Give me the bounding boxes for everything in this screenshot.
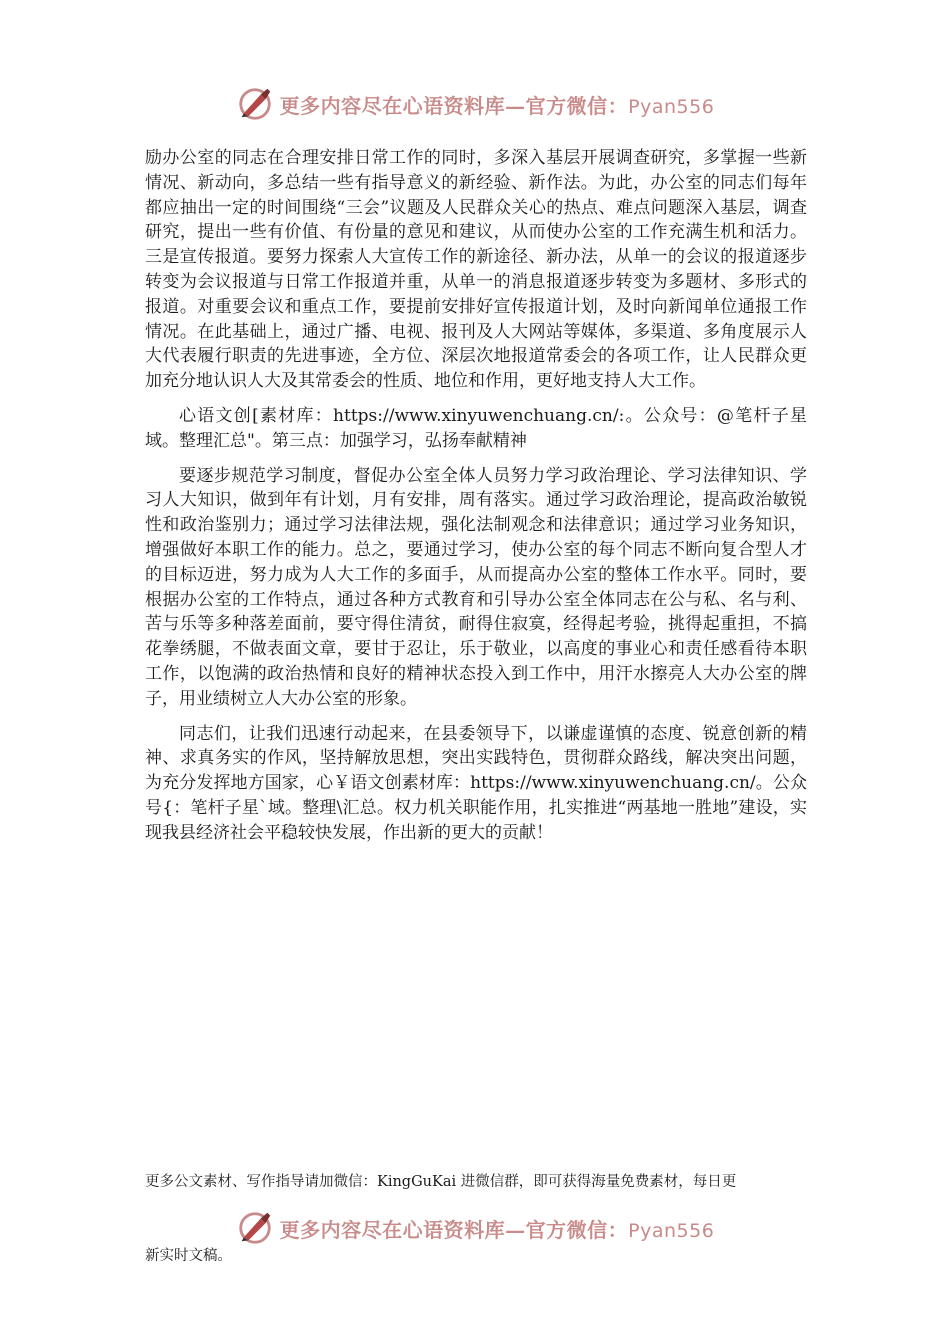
footer-note: 更多公文素材、写作指导请加微信：KingGuKai 进微信群，即可获得海量免费素材，每日更 bbox=[145, 1174, 737, 1190]
document-body bbox=[145, 146, 807, 856]
pen-nib-logo-icon bbox=[236, 85, 274, 123]
paragraph-1: 励办公室的同志在合理安排日常工作的同时，多深入基层开展调查研究，多掌握一些新情况、新动向，多总结一些有指导意义的新经验、新作法。为此，办公室的同志们每年都应抽出一定的时间围绕“三会”议题及人民群众关心的热点、难点问题深入基层，调查研究，提出一些有价值、有份量的意见和建议，从而使办公室的工作充满生机和活力。三是宣传报道。要努力探索人大宣传工作的新途径、新办法，从单一的会议的报道逐步转变为会议报道与日常工作报道并重，从单一的消息报道逐步转变为多题材、多形式的报道。对重要会议和重点工作，要提前安排好宣传报道计划，及时向新闻单位通报工作情况。在此基础上，通过广播、电视、报刊及人大网站等媒体，多渠道、多角度展示人大代表履行职责的先进事迹，全方位、深层次地报道常委会的各项工作，让人民群众更加充分地认识人大及其常委会的性质、地位和作用，更好地支持人大工作。 bbox=[145, 148, 807, 392]
header-banner-label: 更多内容尽在心语资料库—官方微信： bbox=[279, 93, 629, 118]
footer-note-continued: 新实时文稿。 bbox=[145, 1248, 232, 1264]
pen-nib-logo-icon bbox=[236, 1209, 274, 1247]
footer-banner-label: 更多内容尽在心语资料库—官方微信： bbox=[279, 1217, 629, 1242]
header-wechat-id: Pyan556 bbox=[628, 95, 715, 118]
footer-banner-text bbox=[280, 1214, 715, 1243]
header-banner bbox=[0, 82, 950, 126]
paragraph-2: 心语文创[素材库：https://www.xinyuwenchuang.cn/:。公众号：@笔杆子星域。整理汇总"。第三点：加强学习，弘扬奉献精神 bbox=[145, 405, 807, 451]
header-banner-text bbox=[280, 90, 715, 119]
footer-banner bbox=[0, 1206, 950, 1250]
paragraph-3: 要逐步规范学习制度，督促办公室全体人员努力学习政治理论、学习法律知识、学习人大知识，做到年有计划，月有安排，周有落实。通过学习政治理论，提高政治敏锐性和政治鉴别力；通过学习法律法规，强化法制观念和法律意识；通过学习业务知识，增强做好本职工作的能力。总之，要通过学习，使办公室的每个同志不断向复合型人才的目标迈进，努力成为人大工作的多面手，从而提高办公室的整体工作水平。同时，要根据办公室的工作特点，通过各种方式教育和引导办公室全体同志在公与私、名与利、苦与乐等多种落差面前，要守得住清贫，耐得住寂寞，经得起考验，挑得起重担，不搞花拳绣腿，不做表面文章，要甘于忍让，乐于敬业，以高度的事业心和责任感看待本职工作，以饱满的政治热情和良好的精神状态投入到工作中，用汗水擦亮人大办公室的牌子，用业绩树立人大办公室的形象。 bbox=[145, 465, 807, 709]
paragraph-4: 同志们，让我们迅速行动起来，在县委领导下，以谦虚谨慎的态度、锐意创新的精神、求真务实的作风，坚持解放思想，突出实践特色，贯彻群众路线，解决突出问题，为充分发挥地方国家，心￥语文创素材库：https://www.xinyuwenchuang.cn/。公众号{：笔杆子星`域。整理\汇总。权力机关职能作用，扎实推进“两基地一胜地”建设，实现我县经济社会平稳较快发展，作出新的更大的贡献！ bbox=[145, 723, 807, 843]
footer-wechat-id: Pyan556 bbox=[628, 1219, 715, 1242]
